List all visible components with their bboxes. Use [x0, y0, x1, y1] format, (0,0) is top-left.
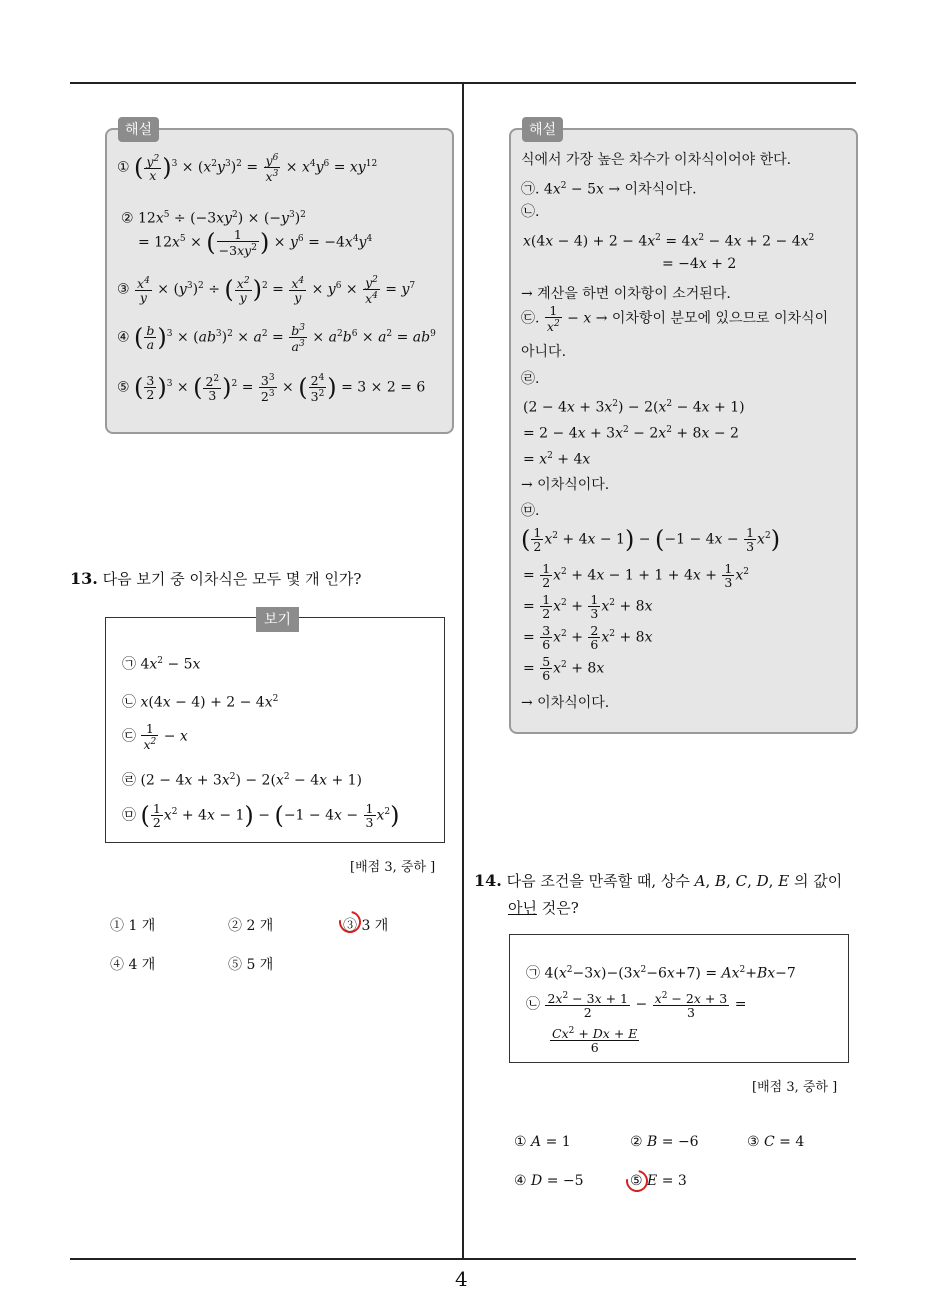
solution-line-3: ③ $\frac{x^4}{y}$ × $(y^3)^2$ ÷ ( $\frac{x^2}{y}$ )$^2$ = $\frac{x^4}{y}$ × $y^6$ × $\frac{y^2}{x^4}$ = $y^7$ — [117, 275, 416, 307]
sol-r-line-9: ㉤. — [521, 503, 540, 519]
bogi-item-2: ㉡ $x(4x - 4) + 2 - 4x^2$ — [122, 694, 279, 711]
solution-tag: 해설 — [118, 117, 159, 142]
condition-item-1: ㉠ $4(x^2-3x)-(3x^2-6x+7) = Ax^2+Bx-7$ — [526, 965, 796, 982]
question-14: 14. 다음 조건을 만족할 때, 상수 A, B, C, D, E 의 값이 — [474, 871, 843, 890]
sol-r-line-7: ㉣. — [521, 371, 540, 387]
q13-option-3[interactable]: ③ 3 개 — [343, 918, 389, 934]
page-number: 4 — [455, 1267, 468, 1291]
q14-option-4[interactable]: ④ D = −5 — [514, 1173, 584, 1189]
sol-r-line-3b: = −4x + 2 — [662, 256, 737, 272]
sol-r-line-1: 식에서 가장 높은 차수가 이차식이어야 한다. — [521, 152, 792, 168]
q13-option-5[interactable]: ⑤ 5 개 — [228, 957, 274, 973]
condition-item-2b: $\frac{Cx^2 + Dx + E}{6}$ — [552, 1026, 638, 1056]
q14-option-5[interactable]: ⑤ E = 3 — [630, 1173, 687, 1189]
condition-item-2: ㉡ $\frac{2x^2 - 3x + 1}{2}$ − $\frac{x^2 - 2x + 3}{3}$ = — [526, 991, 747, 1021]
sol-r-line-5: ㉢. $\frac{1}{x^2}$ − x → 이차항이 분모에 있으므로 이차식이 — [521, 303, 829, 335]
sol-r-line-9d: = $\frac{3}{6}$ $x^2$ + $\frac{2}{6}$ $x^2 + 8x$ — [523, 623, 653, 652]
q13-option-1[interactable]: ① 1 개 — [110, 918, 156, 934]
solution-tag-right: 해설 — [522, 117, 563, 142]
sol-r-line-10: → 이차식이다. — [521, 695, 610, 711]
sol-r-line-7c: = $x^2 + 4x$ — [523, 451, 591, 468]
solution-line-2a: ② $12x^5 \div (-3xy^2) \times (-y^3)^2$ — [121, 210, 306, 227]
sol-r-line-7a: $(2 - 4x + 3x^2) - 2(x^2 - 4x + 1)$ — [523, 399, 745, 416]
sol-r-line-3: ㉡. — [521, 204, 540, 220]
solution-line-4: ④ ( $\frac{b}{a}$ )$^3 \times (ab^3)^2 \times a^2$ = $\frac{b^3}{a^3}$ × $a^2b^6 \times a^2 = ab^9$ — [117, 323, 436, 355]
bogi-tag: 보기 — [256, 607, 299, 632]
q13-option-4[interactable]: ④ 4 개 — [110, 957, 156, 973]
bogi-item-3: ㉢ $\frac{1}{x^2}$ − x — [122, 721, 188, 753]
solution-line-5: ⑤ ( $\frac{3}{2}$ )$^3$ × ( $\frac{2^2}{3}$ )$^2$ = $\frac{3^3}{2^3}$ × ( $\frac{2^4}{3^2}$ ) = 3 × 2 = 6 — [117, 373, 426, 405]
q14-option-3[interactable]: ③ C = 4 — [747, 1134, 805, 1150]
solution-line-1: ① ( $\frac{y^2}{x}$ )$^3 \times (x^2y^3)^2$ = $\frac{y^6}{x^3}$ × $x^4y^6 = xy^{12}$ — [117, 153, 378, 185]
bogi-item-1: ㉠ $4x^2 - 5x$ — [122, 656, 201, 673]
sol-r-line-9e: = $\frac{5}{6}$ $x^2 + 8x$ — [523, 654, 605, 683]
sol-r-line-2: ㉠. $4x^2 - 5x$ → 이차식이다. — [521, 181, 697, 198]
bogi-item-4: ㉣ $(2 - 4x + 3x^2) - 2(x^2 - 4x + 1)$ — [122, 772, 363, 789]
sol-r-line-3a: $x(4x - 4) + 2 - 4x^2 = 4x^2 - 4x + 2 - 4x^2$ — [523, 233, 815, 250]
column-divider — [462, 83, 464, 1260]
solution-line-2b: = $12x^5$ × ( $\frac{1}{-3xy^2}$ ) × $y^6 = -4x^4y^4$ — [138, 227, 373, 259]
question-14-line2: 아닌 것은? — [508, 899, 579, 917]
question-13: 13. 다음 보기 중 이차식은 모두 몇 개 인가? — [70, 569, 362, 588]
sol-r-line-9b: = $\frac{1}{2}$ $x^2 + 4x - 1 + 1 + 4x$ + $\frac{1}{3}$ $x^2$ — [523, 561, 749, 590]
q14-option-1[interactable]: ① A = 1 — [514, 1134, 571, 1150]
sol-r-line-6: 아니다. — [521, 344, 567, 360]
points-14: [배점 3, 중하 ] — [752, 1080, 838, 1095]
answer-mark-14 — [622, 1166, 653, 1197]
sol-r-line-8: → 이차식이다. — [521, 477, 610, 493]
bogi-item-5: ㉤ ( $\frac{1}{2}$ $x^2 + 4x - 1) - (-1 - 4x$ − $\frac{1}{3}$ $x^2$) — [122, 801, 400, 830]
q14-option-2[interactable]: ② B = −6 — [630, 1134, 699, 1150]
q13-option-2[interactable]: ② 2 개 — [228, 918, 274, 934]
sol-r-line-4: → 계산을 하면 이차항이 소거된다. — [521, 286, 731, 302]
sol-r-line-7b: = $2 - 4x + 3x^2 - 2x^2 + 8x - 2$ — [523, 425, 739, 442]
sol-r-line-9c: = $\frac{1}{2}$ $x^2$ + $\frac{1}{3}$ $x^2 + 8x$ — [523, 592, 653, 621]
sol-r-line-9a: ( $\frac{1}{2}$ $x^2 + 4x - 1) - (-1 - 4x$ − $\frac{1}{3}$ $x^2$) — [521, 525, 781, 554]
points-13: [배점 3, 중하 ] — [350, 860, 436, 875]
bottom-rule — [70, 1258, 856, 1260]
